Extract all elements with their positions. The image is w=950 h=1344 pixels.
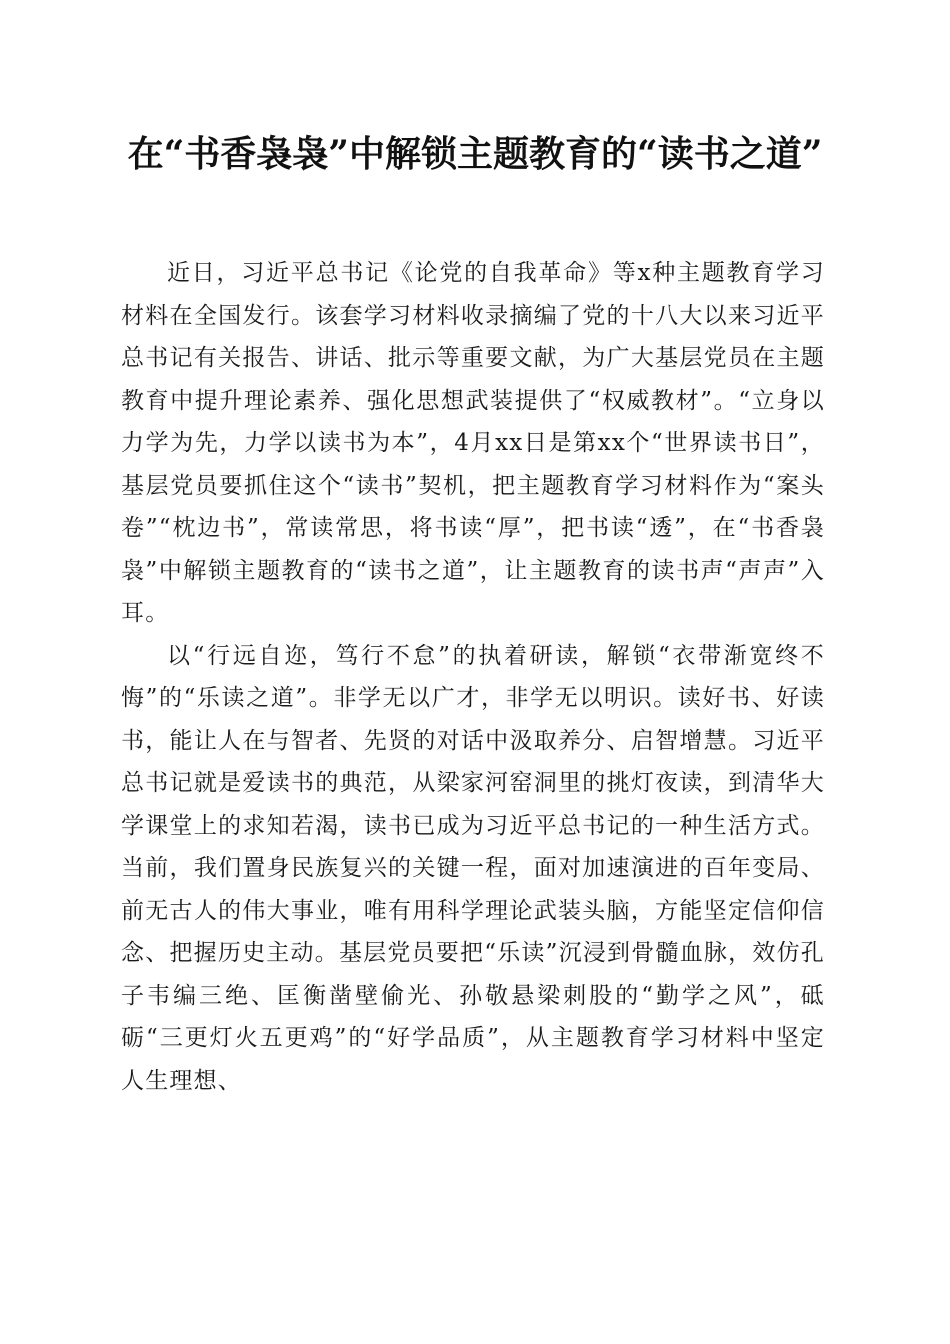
paragraph-2: 以“行远自迩，笃行不怠”的执着研读，解锁“衣带渐宽终不悔”的“乐读之道”。非学无以广才，非学无以明识。读好书、好读书，能让人在与智者、先贤的对话中汲取养分、启智增慧。习近平总书记就是爱读书的典范，从梁家河窑洞里的挑灯夜读，到清华大学课堂上的求知若渴，读书已成为习近平总书记的一种生活方式。当前，我们置身民族复兴的关键一程，面对加速演进的百年变局、前无古人的伟大事业，唯有用科学理论武装头脑，方能坚定信仰信念、把握历史主动。基层党员要把“乐读”沉浸到骨髓血脉，效仿孔子韦编三绝、匡衡凿壁偷光、孙敬悬梁刺股的“勤学之风”，砥砺“三更灯火五更鸡”的“好学品质”，从主题教育学习材料中坚定人生理想、 (121, 642, 825, 1094)
document-title: 在“书香袅袅”中解锁主题教育的“读书之道” (127, 133, 823, 175)
paragraph-1: 近日，习近平总书记《论党的自我革命》等x种主题教育学习材料在全国发行。该套学习材料收录摘编了党的十八大以来习近平总书记有关报告、讲话、批示等重要文献，为广大基层党员在主题教育中提升理论素养、强化思想武装提供了“权威教材”。“立身以力学为先，力学以读书为本”，4月xx日是第xx个“世界读书日”，基层党员要抓住这个“读书”契机，把主题教育学习材料作为“案头卷”“枕边书”，常读常思，将书读“厚”，把书读“透”，在“书香袅袅”中解锁主题教育的“读书之道”，让主题教育的读书声“声声”入耳。 (121, 260, 825, 626)
document-body (121, 252, 825, 1102)
